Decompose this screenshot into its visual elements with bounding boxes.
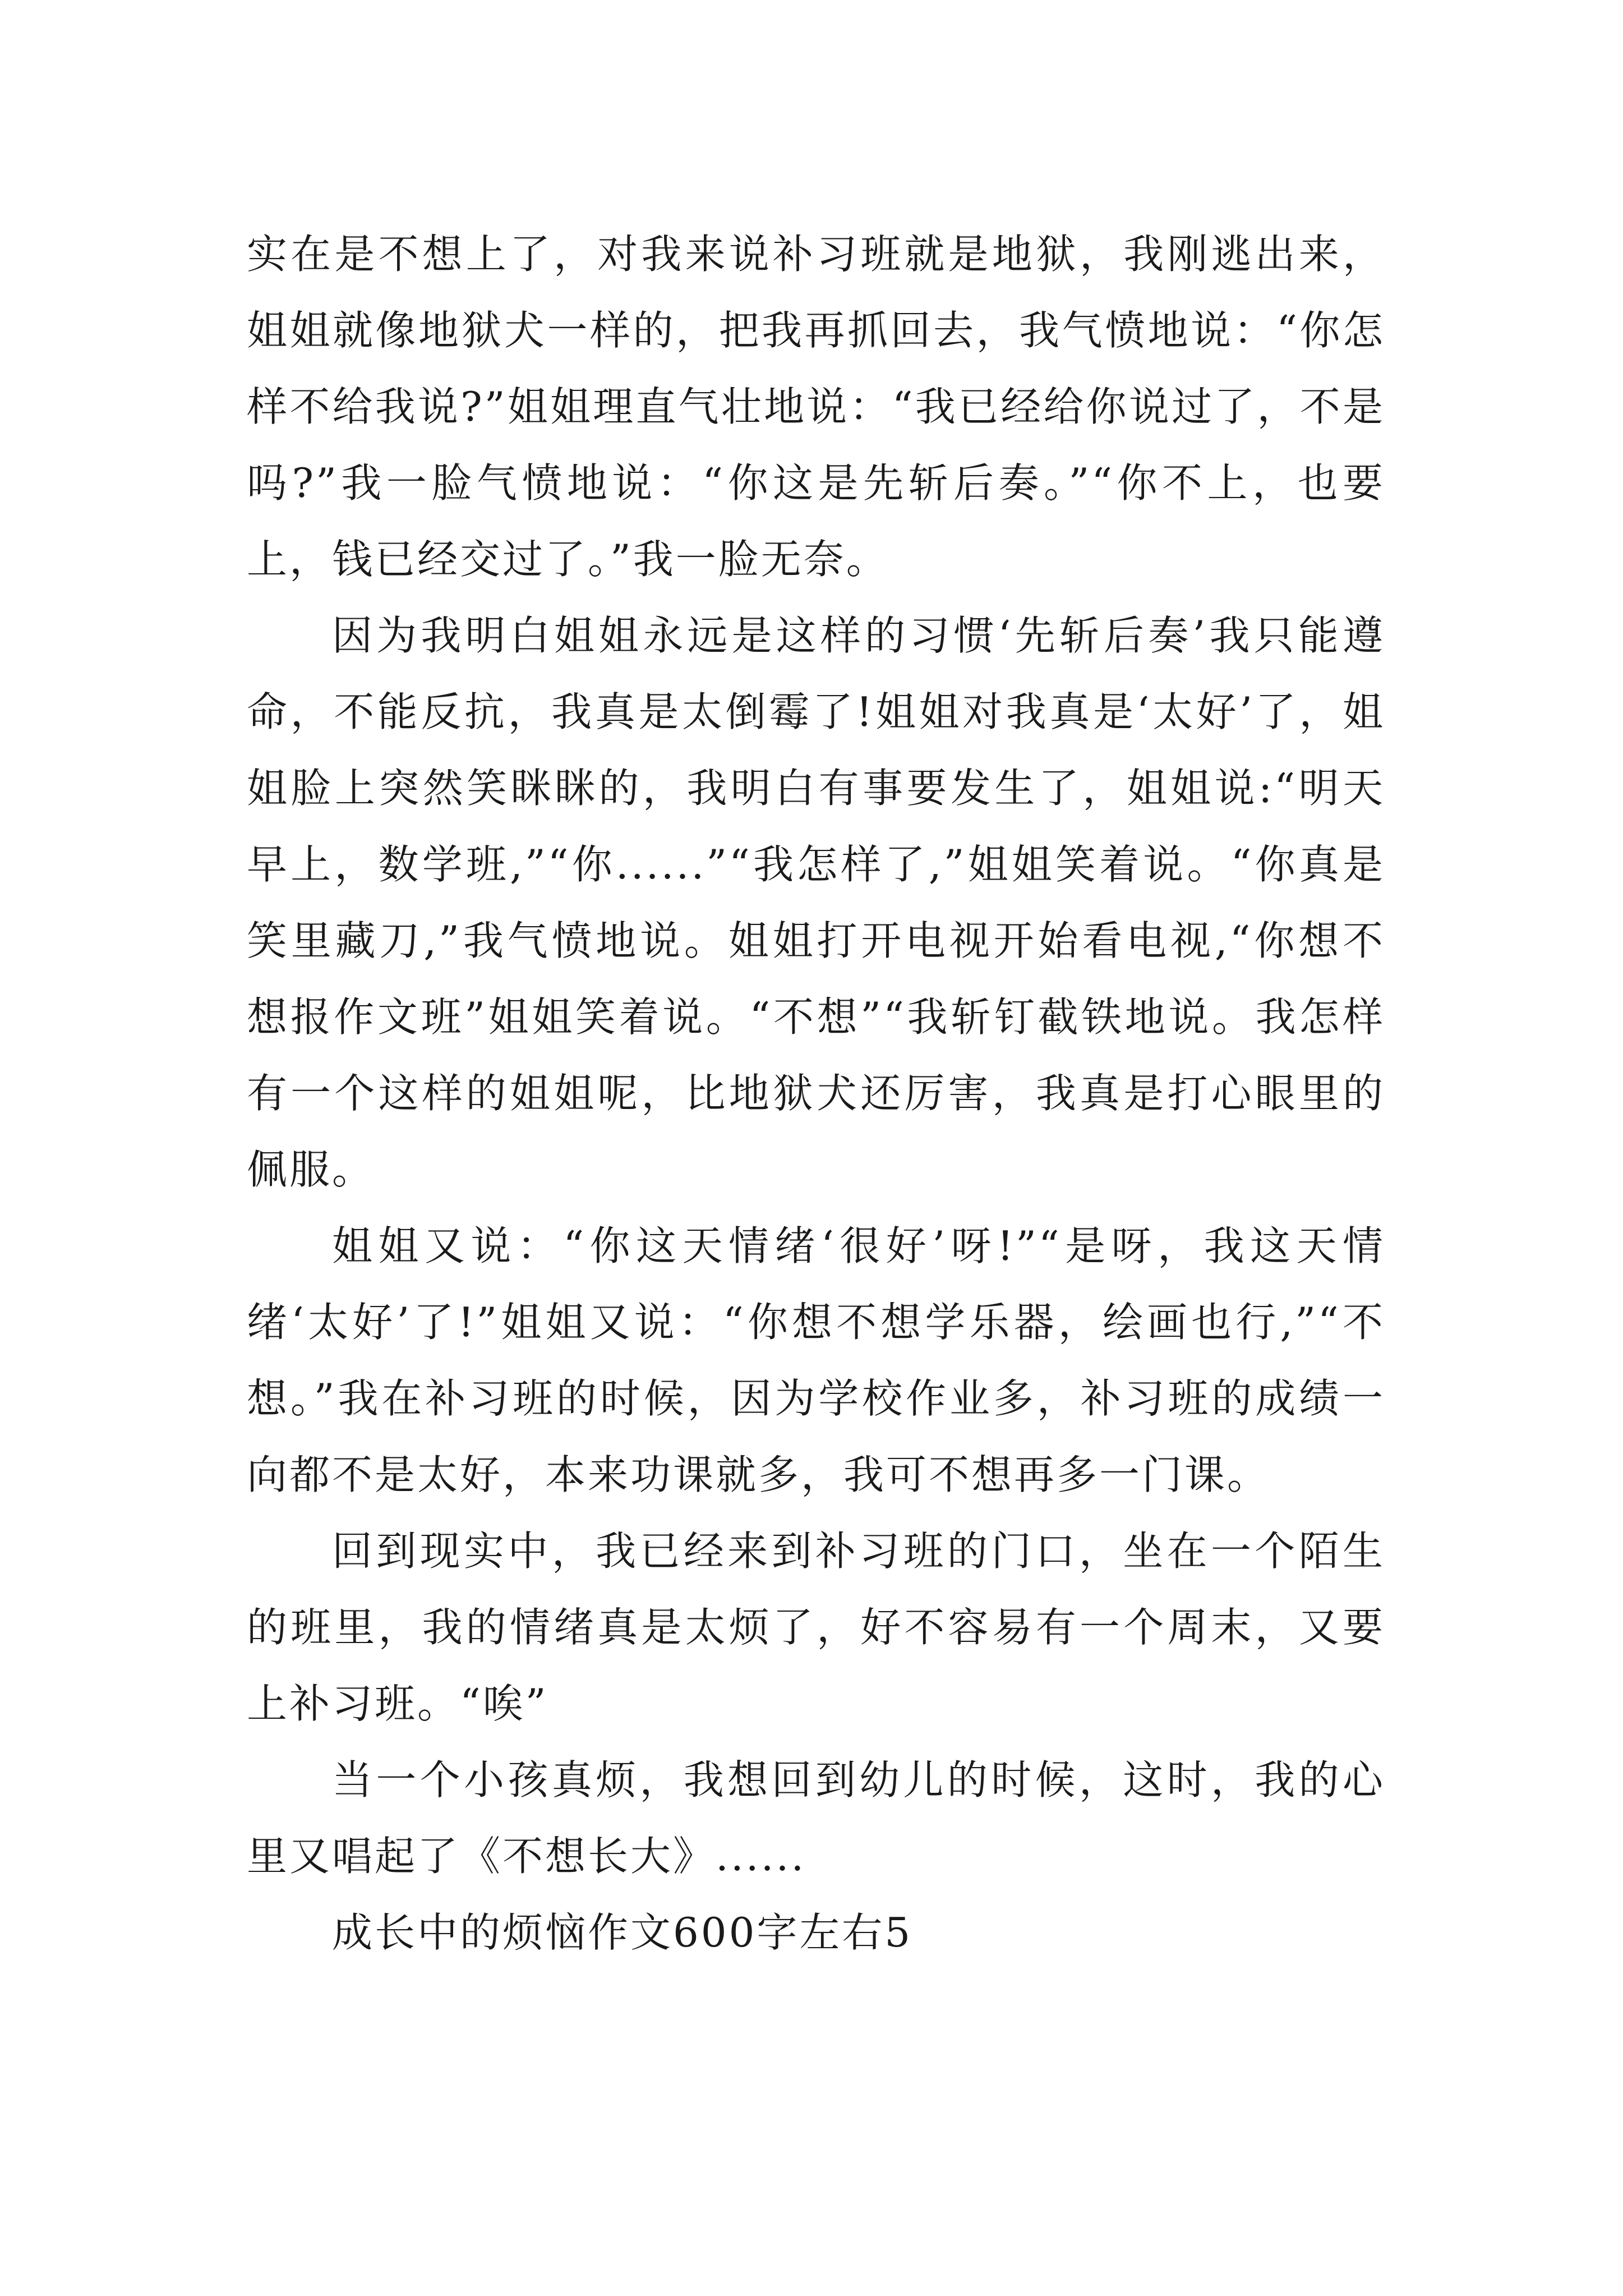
document-body xyxy=(247,216,1385,1971)
next-essay-title: 成长中的烦恼作文600字左右5 xyxy=(332,1909,913,1956)
paragraph-3: 姐姐又说：“你这天情绪‘很好’呀!”“是呀，我这天情绪‘太好’了!”姐姐又说：“你想不想学乐器，绘画也行,”“不想。”我在补习班的时候，因为学校作业多，补习班的成绩一向都不是太好，本来功课就多，我可不想再多一门课。 xyxy=(247,1222,1385,1498)
paragraph-1: 实在是不想上了，对我来说补习班就是地狱，我刚逃出来，姐姐就像地狱犬一样的，把我再抓回去，我气愤地说：“你怎样不给我说?”姐姐理直气壮地说：“我已经给你说过了，不是吗?”我一脸气愤地说：“你这是先斩后奏。”“你不上，也要上，钱已经交过了。”我一脸无奈。 xyxy=(247,231,1385,583)
paragraph-2: 因为我明白姐姐永远是这样的习惯‘先斩后奏’我只能遵命，不能反抗，我真是太倒霉了!姐姐对我真是‘太好’了，姐姐脸上突然笑眯眯的，我明白有事要发生了，姐姐说:“明天早上，数学班,”“你......”“我怎样了,”姐姐笑着说。“你真是笑里藏刀,”我气愤地说。姐姐打开电视开始看电视,“你想不想报作文班”姐姐笑着说。“不想”“我斩钉截铁地说。我怎样有一个这样的姐姐呢，比地狱犬还厉害，我真是打心眼里的佩服。 xyxy=(247,612,1385,1193)
paragraph-5: 当一个小孩真烦，我想回到幼儿的时候，这时，我的心里又唱起了《不想长大》...... xyxy=(247,1756,1385,1880)
paragraph-4: 回到现实中，我已经来到补习班的门口，坐在一个陌生的班里，我的情绪真是太烦了，好不容易有一个周末，又要上补习班。“唉” xyxy=(247,1527,1385,1727)
